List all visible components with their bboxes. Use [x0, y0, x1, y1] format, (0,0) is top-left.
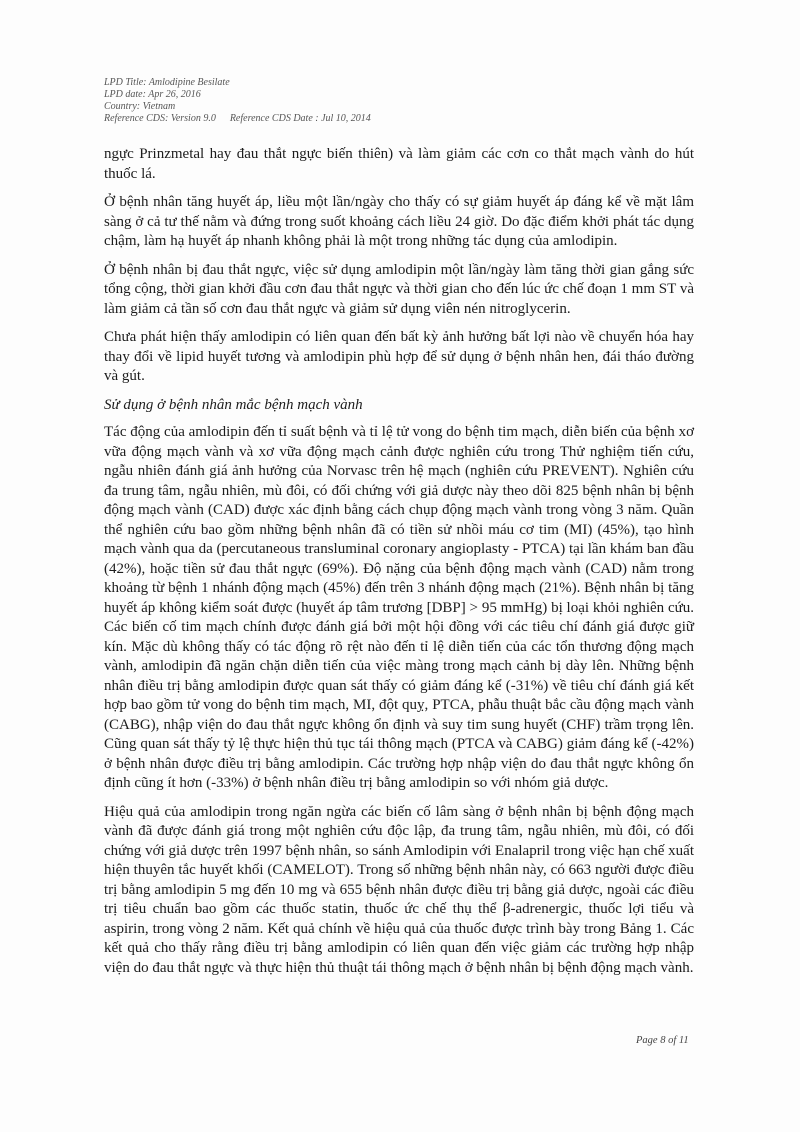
- reference-cds-date: Reference CDS Date : Jul 10, 2014: [229, 113, 371, 124]
- reference-row: [104, 113, 371, 125]
- paragraph-camelot-study: Hiệu quả của amlodipin trong ngăn ngừa các biến cố lâm sàng ở bệnh nhân bị bệnh động mạch vành đã được đánh giá trong một nghiên cứu độc lập, đa trung tâm, ngẫu nhiên, mù đôi, có đối chứng với giả dược trên 1997 bệnh nhân, so sánh Amlodipin với Enalapril trong việc hạn chế xuất hiện thuyên tắc huyết khối (CAMELOT). Trong số những bệnh nhân này, có 663 người được điều trị bằng amlodipin 5 mg đến 10 mg và 655 bệnh nhân được điều trị bằng giả dược, ngoài các điều trị tiêu chuẩn bao gồm các thuốc statin, thuốc ức chế thụ thể β-adrenergic, thuốc lợi tiểu và aspirin, trong vòng 2 năm. Kết quả chính về hiệu quả của thuốc được trình bày trong Bảng 1. Các kết quả cho thấy rằng điều trị bằng amlodipin có liên quan đến việc giảm các trường hợp nhập viện do đau thắt ngực và thực hiện thủ thuật tái thông mạch ở bệnh nhân bị bệnh động mạch vành.: [104, 803, 694, 976]
- page-number: Page 8 of 11: [636, 1035, 689, 1046]
- lpd-date: LPD date: Apr 26, 2016: [104, 89, 201, 100]
- section-heading: Sử dụng ở bệnh nhân mắc bệnh mạch vành: [104, 396, 363, 413]
- paragraph-metabolic: Chưa phát hiện thấy amlodipin có liên quan đến bất kỳ ảnh hưởng bất lợi nào về chuyển hóa hay thay đổi về lipid huyết tương và amlodipin phù hợp để sử dụng ở bệnh nhân hen, đái tháo đường và gút.: [104, 329, 694, 384]
- paragraph-angina: Ở bệnh nhân bị đau thắt ngực, việc sử dụng amlodipin một lần/ngày làm tăng thời gian gắng sức tổng cộng, thời gian khởi đầu cơn đau thắt ngực và thời gian cho đến lúc ức chế đoạn 1 mm ST và làm giảm cả tần số cơn đau thắt ngực và giảm sử dụng viên nén nitroglycerin.: [104, 261, 694, 317]
- paragraph-prinzmetal: ngực Prinzmetal hay đau thắt ngực biến thiên) và làm giảm các cơn co thắt mạch vành do hút thuốc lá.: [104, 146, 694, 182]
- paragraph-prevent-study: Tác động của amlodipin đến tỉ suất bệnh và tỉ lệ tử vong do bệnh tim mạch, diễn biến của bệnh xơ vữa động mạch vành và xơ vữa động mạch cảnh được nghiên cứu trong Thử nghiệm tiến cứu, ngẫu nhiên đánh giá ảnh hưởng của Norvasc trên hệ mạch (nghiên cứu PREVENT). Nghiên cứu đa trung tâm, ngẫu nhiên, mù đôi, có đối chứng với giả dược này theo dõi 825 bệnh nhân bị bệnh động mạch vành (CAD) được xác định bằng cách chụp động mạch vành trong vòng 3 năm. Quần thể nghiên cứu bao gồm những bệnh nhân đã có tiền sử nhồi máu cơ tim (MI) (45%), tạo hình mạch vành qua da (percutaneous transluminal coronary angioplasty - PTCA) tại lần khám ban đầu (42%), hoặc tiền sử đau thắt ngực (69%). Độ nặng của bệnh động mạch vành (CAD) nằm trong khoảng từ bệnh 1 nhánh động mạch (45%) đến trên 3 nhánh động mạch (21%). Bệnh nhân bị tăng huyết áp không kiểm soát được (huyết áp tâm trương [DBP] > 95 mmHg) bị loại khỏi nghiên cứu. Các biến cố tim mạch chính được đánh giá bởi một hội đồng với các tiêu chí đánh giá được giữ kín. Mặc dù không thấy có tác động rõ rệt nào đến tỉ lệ diễn tiến của các tổn thương động mạch vành, amlodipin đã ngăn chặn diễn tiến của việc màng trong mạch cảnh bị dày lên. Những bệnh nhân điều trị bằng amlodipin được quan sát thấy có giảm đáng kể (-31%) về tiêu chí đánh giá kết hợp bao gồm tử vong do bệnh tim mạch, MI, đột quỵ, PTCA, phẫu thuật bắc cầu động mạch vành (CABG), nhập viện do đau thắt ngực không ổn định và suy tim sung huyết (CHF) trầm trọng lên. Cũng quan sát thấy tỷ lệ thực hiện thủ tục tái thông mạch (PTCA và CABG) giảm đáng kể (-42%) ở bệnh nhân được điều trị bằng amlodipin. Các trường hợp nhập viện do đau thắt ngực không ổn định cũng ít hơn (-33%) ở bệnh nhân điều trị bằng amlodipin so với nhóm giả dược.: [104, 424, 694, 791]
- country: Country: Vietnam: [104, 101, 176, 112]
- paragraph-hypertension: Ở bệnh nhân tăng huyết áp, liều một lần/ngày cho thấy có sự giảm huyết áp đáng kể về mặt lâm sàng ở cả tư thế nằm và đứng trong suốt khoảng cách liều 24 giờ. Do đặc điểm khởi phát tác dụng chậm, làm hạ huyết áp nhanh không phải là một trong những tác dụng của amlodipin.: [104, 194, 694, 249]
- document-header: [104, 77, 371, 125]
- reference-cds: Reference CDS: Version 9.0: [104, 113, 216, 124]
- document-body: [104, 145, 694, 987]
- lpd-title: LPD Title: Amlodipine Besilate: [104, 77, 230, 88]
